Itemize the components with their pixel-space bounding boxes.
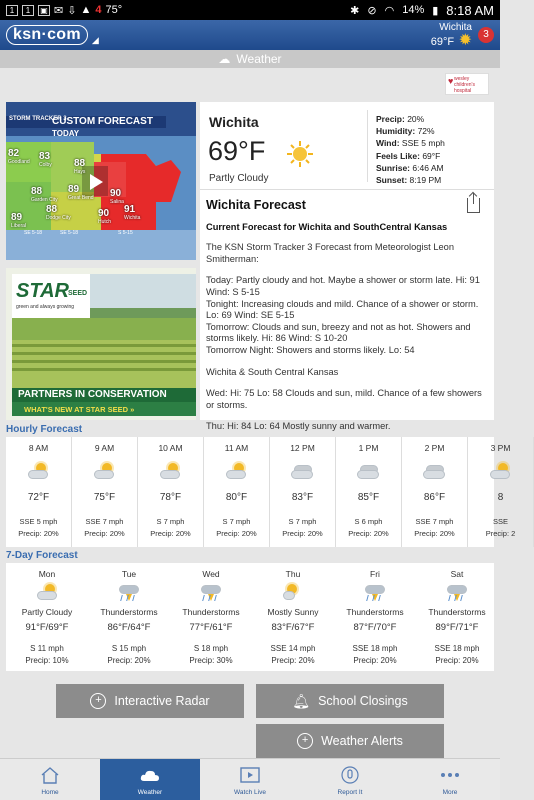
- day-wind: S 11 mph: [30, 644, 64, 653]
- cloud-icon: ☁: [218, 52, 231, 66]
- section-title: Weather: [236, 52, 282, 66]
- thunderstorms-icon: [117, 583, 141, 603]
- day-wind: SSE 18 mph: [352, 644, 398, 653]
- map-city-hutch: [98, 210, 111, 226]
- hour-precip: Precip: 2: [485, 529, 516, 538]
- nav-label: Report It: [337, 789, 363, 796]
- status-temp: 75°: [105, 4, 123, 16]
- map-city-name: Garden City: [31, 197, 58, 203]
- map-city-name: Hays: [74, 169, 86, 175]
- partly-cloudy-icon: [35, 583, 59, 603]
- day-name: Wed: [202, 569, 220, 579]
- plus-icon: +: [297, 733, 313, 749]
- hourly-item[interactable]: [468, 437, 534, 547]
- day-wind: SSE 14 mph: [270, 644, 316, 653]
- share-icon[interactable]: [467, 198, 480, 213]
- daily-label: 7-Day Forecast: [6, 550, 78, 561]
- day-condition: Mostly Sunny: [267, 607, 319, 617]
- bluetooth-icon: ✱: [350, 4, 360, 17]
- thunderstorms-icon: [363, 583, 387, 603]
- day-precip: Precip: 20%: [271, 656, 315, 665]
- daily-item[interactable]: [252, 563, 334, 671]
- map-temp: 90: [110, 188, 122, 199]
- school-closings-button[interactable]: [256, 684, 444, 718]
- nav-more[interactable]: [400, 759, 500, 800]
- ad-banner: PARTNERS IN CONSERVATION: [18, 389, 167, 400]
- ad-text: wesley: [454, 76, 470, 82]
- cloudy-icon: [356, 462, 382, 480]
- hour-temp: 72°F: [27, 492, 50, 503]
- forecast-paragraph: Wichita & South Central Kansas: [206, 366, 339, 377]
- day-condition: Thunderstorms: [100, 607, 158, 617]
- hour-wind: S 6 mph: [354, 517, 383, 526]
- crosshair-icon: +: [90, 693, 106, 709]
- map-city-liberal: [11, 214, 26, 230]
- mute-icon: ⊘: [367, 4, 377, 17]
- current-city: Wichita: [209, 114, 259, 130]
- daily-item[interactable]: [88, 563, 170, 671]
- home-icon: [39, 766, 61, 784]
- current-condition: Partly Cloudy: [209, 173, 269, 184]
- more-icon: [439, 766, 461, 784]
- day-hi-lo: 91°F/69°F: [25, 622, 69, 633]
- nav-label: Watch Live: [234, 789, 266, 796]
- map-temp: 89: [11, 212, 23, 223]
- button-label: School Closings: [318, 694, 408, 708]
- map-city-dodge-city: [46, 206, 71, 222]
- map-city-great-bend: [68, 186, 94, 202]
- button-label: Weather Alerts: [321, 734, 403, 748]
- day-precip: Precip: 30%: [189, 656, 233, 665]
- hour-time: 12 PM: [290, 443, 315, 453]
- day-condition: Thunderstorms: [428, 607, 486, 617]
- detail-row: Precip: 20%: [376, 114, 425, 124]
- cloud-icon: [139, 766, 161, 784]
- day-name: Thu: [285, 569, 301, 579]
- cloudy-icon: [290, 462, 316, 480]
- daily-item[interactable]: [334, 563, 416, 671]
- hourly-item[interactable]: [204, 437, 270, 547]
- hour-wind: SSE 5 mph: [19, 517, 58, 526]
- day-precip: Precip: 10%: [25, 656, 69, 665]
- day-hi-lo: 86°F/64°F: [107, 622, 151, 633]
- hour-precip: Precip: 20%: [216, 529, 257, 538]
- mail-icon: ✉: [54, 4, 64, 17]
- hour-temp: 80°F: [225, 492, 248, 503]
- day-wind: S 18 mph: [193, 644, 229, 653]
- day-hi-lo: 87°F/70°F: [353, 622, 397, 633]
- forecast-title: Wichita Forecast: [206, 198, 306, 212]
- notification-icon: 1: [6, 5, 18, 16]
- map-wind-label: S 5-15: [118, 230, 133, 236]
- hourly-forecast-strip[interactable]: [6, 437, 516, 547]
- ad-text: children's: [454, 82, 475, 88]
- nav-watch-live[interactable]: [200, 759, 300, 800]
- day-precip: Precip: 20%: [353, 656, 397, 665]
- detail-row: Wind: SSE 5 mph: [376, 138, 445, 149]
- forecast-discussion[interactable]: [200, 190, 494, 432]
- hour-precip: Precip: 20%: [84, 529, 125, 538]
- map-city-name: Salina: [110, 199, 124, 205]
- notification-icon: 1: [22, 5, 34, 16]
- day-wind: S 15 mph: [111, 644, 147, 653]
- hour-temp: 75°F: [93, 492, 116, 503]
- day-hi-lo: 89°F/71°F: [435, 622, 479, 633]
- battery-icon: ▮: [432, 4, 439, 17]
- bottom-nav: [0, 758, 500, 800]
- partly-cloudy-icon: [158, 462, 184, 480]
- day-condition: Thunderstorms: [182, 607, 240, 617]
- hour-temp: 83°F: [291, 492, 314, 503]
- map-wind-label: SE 5-18: [24, 230, 43, 236]
- hour-precip: Precip: 20%: [282, 529, 323, 538]
- map-city-garden-city: [31, 188, 58, 204]
- map-city-hays: [74, 160, 85, 176]
- star-seed-ad[interactable]: [6, 268, 196, 420]
- hour-wind: S 7 mph: [222, 517, 251, 526]
- hourly-item[interactable]: [72, 437, 138, 547]
- thunderstorms-icon: [445, 583, 469, 603]
- detail-row: Sunset: 8:19 PM: [376, 175, 442, 186]
- hour-time: 8 AM: [28, 443, 49, 453]
- hour-wind: S 7 mph: [288, 517, 317, 526]
- daily-item[interactable]: [416, 563, 498, 671]
- ad-link[interactable]: WHAT'S NEW AT STAR SEED »: [24, 405, 135, 414]
- button-label: Interactive Radar: [114, 694, 210, 708]
- hour-precip: Precip: 20%: [150, 529, 191, 538]
- partly-cloudy-icon: [488, 462, 514, 480]
- map-city-name: Colby: [39, 162, 52, 168]
- map-temp: 88: [31, 186, 43, 197]
- hour-time: 10 AM: [158, 443, 183, 453]
- forecast-paragraph: Today: Partly cloudy and hot. Maybe a shower or storm late. Hi: 91 Wind: S 5-15 Tonight: Increasing clouds and mild. Chance of a shower or storm. Lo: 69 Wind: SE 5-15 Tomorrow: Clouds and sun, breezy and not as hot. Showers and storms likely. Hi: 86 Wind: S 10-20 Tomorrow Night: Showers and storms likely. Lo: 54: [206, 275, 480, 355]
- hourly-item[interactable]: [6, 437, 72, 547]
- day-name: Mon: [38, 569, 56, 579]
- status-bar: [0, 0, 500, 20]
- hourly-item[interactable]: [270, 437, 336, 547]
- map-temp: 91: [124, 204, 136, 215]
- hour-time: 11 AM: [224, 443, 249, 453]
- hour-time: 3 PM: [490, 443, 511, 453]
- hour-temp: 8: [497, 492, 504, 503]
- day-precip: Precip: 20%: [435, 656, 479, 665]
- partly-cloudy-icon: [224, 462, 250, 480]
- hourly-item[interactable]: [402, 437, 468, 547]
- hourly-label: Hourly Forecast: [6, 424, 83, 435]
- map-city-wichita: [124, 206, 140, 222]
- day-name: Fri: [370, 569, 380, 579]
- interactive-radar-button[interactable]: [56, 684, 244, 718]
- notification-icon: ▲: [80, 4, 92, 16]
- heart-logo-icon: ♥: [448, 76, 454, 86]
- daily-item[interactable]: [170, 563, 252, 671]
- hour-time: 9 AM: [94, 443, 115, 453]
- hour-temp: 78°F: [159, 492, 182, 503]
- map-city-name: Liberal: [11, 223, 27, 229]
- hour-wind: S 7 mph: [156, 517, 185, 526]
- weather-alerts-button[interactable]: [256, 724, 444, 758]
- forecast-header: CUSTOM FORECAST: [52, 116, 153, 127]
- day-hi-lo: 77°F/61°F: [189, 622, 233, 633]
- day-name: Sat: [450, 569, 464, 579]
- daily-item[interactable]: [6, 563, 88, 671]
- battery-text: 14%: [402, 4, 425, 16]
- sun-icon: ✹: [458, 32, 472, 49]
- map-temp: 88: [46, 204, 58, 215]
- forecast-paragraph: Thu: Hi: 84 Lo: 64 Mostly sunny and warmer.: [206, 421, 391, 432]
- partly-cloudy-icon: [92, 462, 118, 480]
- hour-time: 2 PM: [424, 443, 445, 453]
- map-city-name: Wichita: [124, 215, 141, 221]
- day-condition: Partly Cloudy: [21, 607, 73, 617]
- map-city-colby: [39, 153, 52, 169]
- location-weather[interactable]: [431, 21, 472, 49]
- nav-label: Home: [41, 789, 59, 796]
- nav-weather[interactable]: [100, 759, 200, 800]
- download-icon: ⇩: [67, 4, 77, 17]
- ad-text: hospital: [454, 88, 472, 94]
- chevron-down-icon[interactable]: ◢: [91, 34, 99, 45]
- hour-wind: SSE 7 mph: [415, 517, 454, 526]
- custom-forecast-video[interactable]: [6, 102, 196, 260]
- hour-precip: Precip: 20%: [414, 529, 455, 538]
- forecast-paragraph: Wed: Hi: 75 Lo: 58 Clouds and sun, mild. Chance of a few showers or storms.: [206, 388, 482, 410]
- current-conditions: [200, 102, 494, 190]
- bell-icon: 🔔︎: [292, 692, 311, 709]
- cloudy-icon: [422, 462, 448, 480]
- ad-tagline: green and always growing: [16, 304, 75, 310]
- day-wind: SSE 18 mph: [434, 644, 480, 653]
- hour-time: 1 PM: [358, 443, 379, 453]
- ad-brand-sub: SEED: [68, 290, 88, 297]
- partly-cloudy-icon: [26, 462, 52, 480]
- detail-row: Humidity: 72%: [376, 126, 435, 137]
- ksn-logo[interactable]: ksn·com: [6, 25, 88, 45]
- current-temp: 69°F: [208, 136, 266, 166]
- nav-home[interactable]: [0, 759, 100, 800]
- hour-precip: Precip: 20%: [18, 529, 59, 538]
- sun-icon: [286, 140, 314, 173]
- hour-temp: 86°F: [423, 492, 446, 503]
- hour-wind: SSE: [492, 517, 508, 526]
- hour-precip: Precip: 20%: [348, 529, 389, 538]
- current-details: [376, 113, 445, 186]
- daily-forecast-strip[interactable]: [6, 563, 494, 671]
- forecast-paragraph: The KSN Storm Tracker 3 Forecast from Meteorologist Leon Smitherman:: [206, 242, 455, 264]
- hour-temp: 85°F: [357, 492, 380, 503]
- nav-report-it[interactable]: [300, 759, 400, 800]
- ad-brand: STAR: [16, 280, 69, 302]
- play-icon: [239, 766, 261, 784]
- map-temp: 82: [8, 148, 20, 159]
- location-temp: 69°F: [430, 36, 455, 48]
- map-city-name: Goodland: [8, 159, 30, 165]
- map-temp: 88: [74, 158, 86, 169]
- map-city-name: Hutch: [98, 219, 112, 225]
- alerts-badge[interactable]: 3: [478, 27, 494, 43]
- divider: [367, 110, 368, 182]
- map-city-goodland: [8, 150, 30, 166]
- detail-row: Sunrise: 6:46 AM: [376, 162, 444, 173]
- hour-wind: SSE 7 mph: [85, 517, 124, 526]
- microphone-icon: [339, 766, 361, 784]
- forecast-subtitle: Current Forecast for Wichita and SouthCentral Kansas: [206, 221, 448, 232]
- day-condition: Thunderstorms: [346, 607, 404, 617]
- hourly-item[interactable]: [138, 437, 204, 547]
- map-temp: 90: [98, 208, 110, 219]
- map-temp: 89: [68, 184, 80, 195]
- detail-row: Feels Like: 69°F: [376, 150, 441, 161]
- day-hi-lo: 83°F/67°F: [271, 622, 315, 633]
- brand-label: STORM TRACKER 3: [9, 116, 67, 122]
- app-bar: [0, 20, 500, 50]
- location-city: Wichita: [439, 22, 472, 33]
- mostly-sunny-icon: [281, 583, 305, 603]
- hourly-item[interactable]: [336, 437, 402, 547]
- section-header: [0, 50, 500, 68]
- day-name: Tue: [121, 569, 137, 579]
- map-temp: 83: [39, 151, 51, 162]
- status-time: 8:18 AM: [446, 2, 494, 18]
- map-city-name: Great Bend: [68, 195, 94, 201]
- map-city-salina: [110, 190, 124, 206]
- wifi-icon: ◠: [384, 4, 395, 17]
- image-icon: ▣: [38, 5, 50, 16]
- nav-label: Weather: [137, 789, 163, 796]
- weather-app-icon: 4: [95, 4, 102, 16]
- map-wind-label: SE 5-18: [60, 230, 79, 236]
- thunderstorms-icon: [199, 583, 223, 603]
- day-precip: Precip: 20%: [107, 656, 151, 665]
- sponsor-ad[interactable]: [445, 73, 489, 95]
- nav-label: More: [442, 789, 458, 796]
- forecast-period: TODAY: [52, 129, 80, 138]
- map-city-name: Dodge City: [46, 215, 71, 221]
